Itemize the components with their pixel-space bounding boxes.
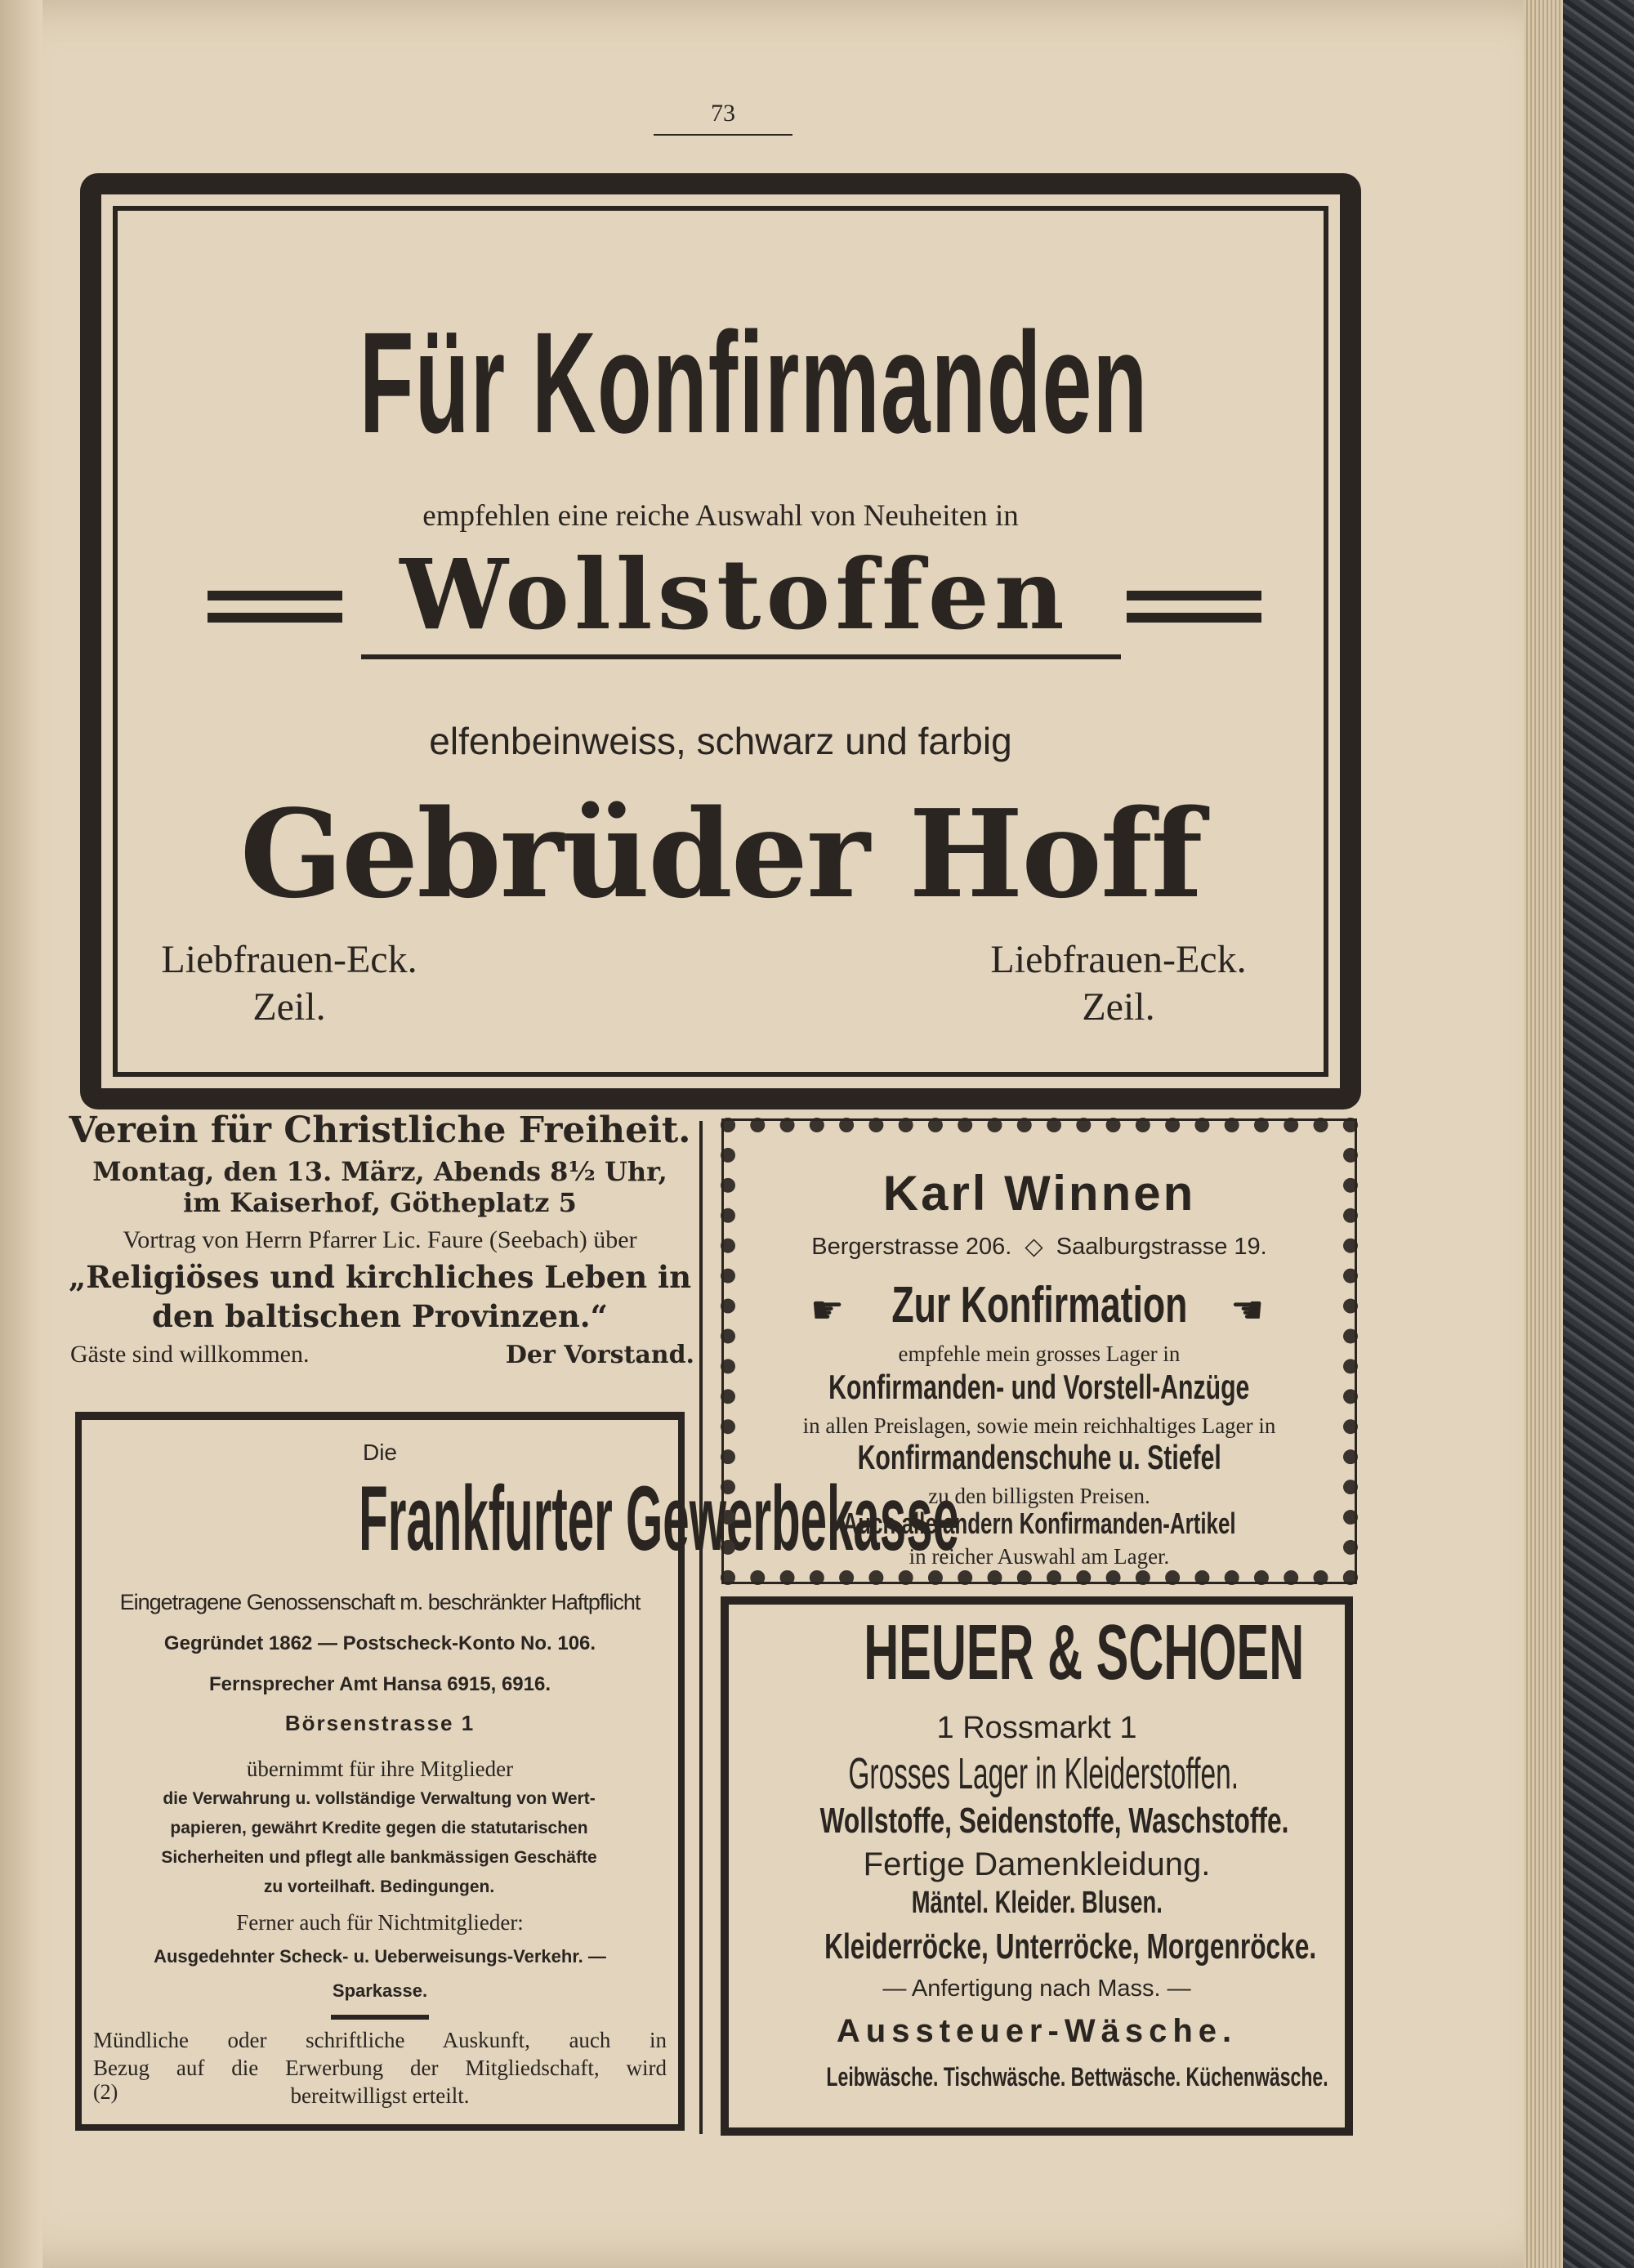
verein-date: Montag, den 13. März, Abends 8½ Uhr, xyxy=(92,1156,667,1187)
heuer-line1: Grosses Lager in Kleiderstoffen. xyxy=(848,1749,1239,1798)
double-rule-right-2 xyxy=(1127,613,1261,623)
gewerbe-savings: Sparkasse. xyxy=(332,1980,428,2001)
winnen-line7: in reicher Auswahl am Lager. xyxy=(909,1544,1170,1569)
ad-karl-winnen xyxy=(721,1118,1358,1585)
winnen-line6: Auch alle andern Konfirmanden-Artikel xyxy=(842,1507,1236,1540)
ad-inner-frame xyxy=(113,206,1328,1077)
winnen-line5: zu den billigsten Preisen. xyxy=(928,1484,1150,1508)
product-underline xyxy=(361,654,1121,659)
gewerbe-phone: Fernsprecher Amt Hansa 6915, 6916. xyxy=(209,1673,551,1695)
ad-product: Wollstoffen xyxy=(400,538,1069,651)
gewerbe-rule xyxy=(331,2015,429,2020)
winnen-headline: Zur Konfirmation xyxy=(891,1277,1188,1333)
double-rule-right xyxy=(1127,591,1261,600)
gewerbe-services: Ausgedehnter Scheck- u. Ueberweisungs-Verkehr. — xyxy=(154,1946,606,1967)
heuer-line5: Kleiderröcke, Unterröcke, Morgenröcke. xyxy=(824,1926,1317,1967)
page-number: 73 xyxy=(711,100,735,127)
verein-title: Verein für Christliche Freiheit. xyxy=(69,1109,691,1151)
ad-heuer-schoen xyxy=(721,1596,1353,2136)
verein-place: im Kaiserhof, Götheplatz 5 xyxy=(183,1187,577,1218)
heuer-line2: Wollstoffe, Seidenstoffe, Waschstoffe. xyxy=(819,1801,1289,1841)
double-rule-left-2 xyxy=(208,613,342,623)
verein-guests: Gäste sind willkommen. xyxy=(70,1341,310,1368)
heuer-address: 1 Rossmarkt 1 xyxy=(936,1711,1137,1745)
ad-colors: elfenbeinweiss, schwarz und farbig xyxy=(429,720,1012,762)
winnen-name: Karl Winnen xyxy=(882,1166,1196,1221)
gewerbe-body-line3: Sicherheiten und pflegt alle bankmässigen Geschäfte xyxy=(161,1848,597,1867)
winnen-addresses: Bergerstrasse 206. ◇ Saalburgstrasse 19. xyxy=(811,1234,1267,1260)
gewerbe-footnote: (2) xyxy=(93,2080,118,2104)
ad-headline: Für Konfirmanden xyxy=(359,303,1149,463)
gewerbe-takes-over: übernimmt für ihre Mitglieder xyxy=(246,1757,514,1781)
gewerbe-also: Ferner auch für Nichtmitglieder: xyxy=(236,1910,524,1935)
winnen-line2: Konfirmanden- und Vorstell-Anzüge xyxy=(828,1368,1250,1406)
column-divider xyxy=(699,1121,703,2134)
ad-gebrueder-hoff xyxy=(80,173,1361,1109)
book-cover-edge xyxy=(1563,0,1634,2268)
gewerbe-die: Die xyxy=(362,1440,397,1465)
address-right-line1: Liebfrauen-Eck. xyxy=(990,938,1247,981)
address-left-line2: Zeil. xyxy=(252,985,326,1029)
winnen-line1: empfehle mein grosses Lager in xyxy=(898,1342,1181,1366)
gewerbe-body-line1: die Verwahrung u. vollständige Verwaltung von Wert- xyxy=(163,1789,596,1808)
verein-lecture: Vortrag von Herrn Pfarrer Lic. Faure (Seebach) über xyxy=(123,1226,637,1253)
gewerbe-founded: Gegründet 1862 — Postscheck-Konto No. 106. xyxy=(163,1632,596,1654)
winnen-line3: in allen Preislagen, sowie mein reichhaltiges Lager in xyxy=(802,1413,1276,1438)
pointing-hand-right-icon: ☛ xyxy=(1230,1289,1265,1331)
gewerbe-name: Frankfurter Gewerbekasse xyxy=(359,1467,959,1569)
book-gutter xyxy=(0,0,42,2268)
ad-gewerbekasse xyxy=(75,1412,959,2131)
gewerbe-body-line2: papieren, gewährt Kredite gegen die statutarischen xyxy=(170,1819,588,1837)
address-right xyxy=(971,936,1266,1031)
heuer-line7: Aussteuer-Wäsche. xyxy=(836,2013,1238,2049)
heuer-line8: Leibwäsche. Tischwäsche. Bettwäsche. Küchenwäsche. xyxy=(826,2062,1328,2092)
heuer-name: HEUER & SCHOEN xyxy=(864,1609,1305,1696)
address-left xyxy=(142,936,436,1031)
heuer-line6: — Anfertigung nach Mass. — xyxy=(882,1976,1191,2002)
winnen-line4: Konfirmandenschuhe u. Stiefel xyxy=(857,1438,1221,1476)
gewerbe-info-line1: Mündliche oder schriftliche Auskunft, auch in xyxy=(93,2028,667,2052)
address-right-line2: Zeil. xyxy=(1082,985,1155,1029)
gewerbe-address: Börsenstrasse 1 xyxy=(284,1711,475,1735)
heuer-line4: Mäntel. Kleider. Blusen. xyxy=(911,1886,1163,1920)
page-edges xyxy=(1524,0,1563,2268)
verein-topic-2: den baltischen Provinzen.“ xyxy=(152,1298,608,1334)
verein-signature: Der Vorstand. xyxy=(505,1341,694,1369)
gewerbe-body xyxy=(93,1784,665,1902)
double-rule-left xyxy=(208,591,342,600)
ad-company: Gebrüder Hoff xyxy=(239,783,1202,925)
ad-intro: empfehlen eine reiche Auswahl von Neuheiten in xyxy=(422,499,1019,533)
gewerbe-info-line2: Bezug auf die Erwerbung der Mitgliedschaft, wird xyxy=(93,2056,667,2080)
gewerbe-body-line4: zu vorteilhaft. Bedingungen. xyxy=(263,1877,495,1896)
gewerbe-legal-form: Eingetragene Genossenschaft m. beschränkter Haftpflicht xyxy=(119,1590,641,1614)
ad-verein xyxy=(65,1103,694,1382)
heuer-line3: Fertige Damenkleidung. xyxy=(863,1846,1211,1882)
pointing-hand-left-icon: ☛ xyxy=(810,1289,845,1331)
page-number-rule xyxy=(654,134,792,136)
gewerbe-info-line3: bereitwilligst erteilt. xyxy=(290,2083,470,2108)
gewerbe-info xyxy=(93,2026,667,2110)
address-left-line1: Liebfrauen-Eck. xyxy=(161,938,417,981)
verein-topic-1: „Religiöses und kirchliches Leben in xyxy=(68,1259,692,1295)
